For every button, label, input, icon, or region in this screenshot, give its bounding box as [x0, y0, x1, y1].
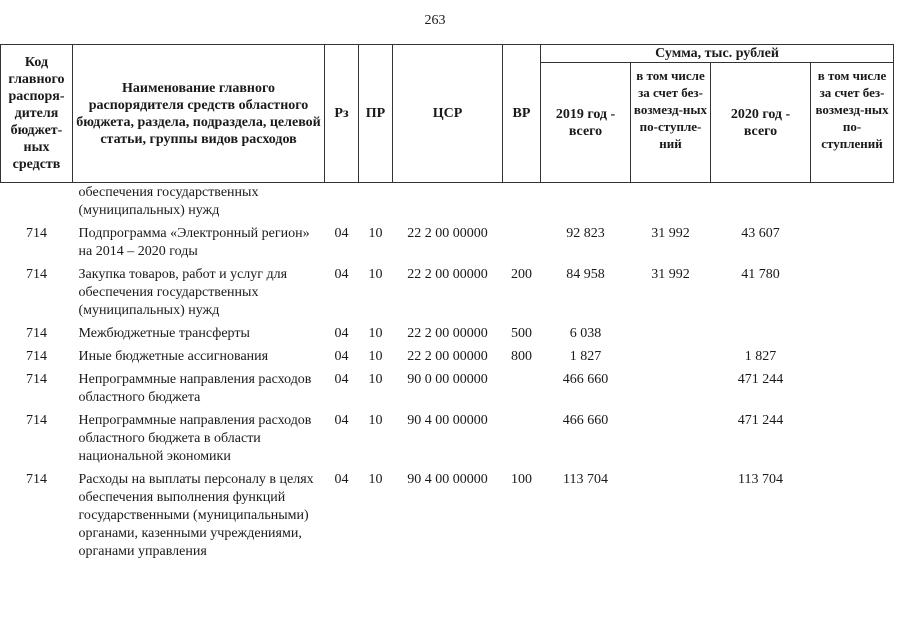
table-row: [1, 470, 894, 565]
row-rz: 04: [334, 226, 349, 241]
row-name: Иные бюджетные ассигнования: [78, 349, 269, 364]
row-csr: 22 2 00 00000: [407, 326, 488, 341]
header-pr: ПР: [359, 45, 393, 183]
row-2020-free: [811, 370, 894, 411]
row-2019-free: 31 992: [651, 267, 690, 282]
row-name: Подпрограмма «Электронный регион» на 2014 – 2020 годы: [78, 226, 310, 259]
row-2019-total: 84 958: [566, 267, 605, 282]
row-2019-free: [631, 347, 711, 370]
table-row: [1, 324, 894, 347]
row-code: 714: [26, 472, 47, 487]
row-pr: 10: [368, 267, 383, 282]
row-csr: 90 4 00 00000: [407, 472, 488, 487]
row-code: 714: [26, 267, 47, 282]
row-code: 714: [26, 413, 47, 428]
table-body: [1, 183, 894, 566]
row-vr: [503, 370, 541, 411]
row-2020-total: 41 780: [741, 267, 780, 282]
row-vr: [503, 224, 541, 265]
row-csr: 22 2 00 00000: [407, 267, 488, 282]
page-number: 263: [424, 13, 446, 28]
header-2019-total: 2019 год - всего: [541, 63, 631, 183]
row-rz: 04: [334, 472, 349, 487]
row-vr: 100: [511, 472, 532, 487]
row-name: Непрограммные направления расходов областного бюджета в области национальной экономики: [78, 413, 312, 464]
row-2019-total: 466 660: [562, 413, 609, 428]
row-name: Закупка товаров, работ и услуг для обеспечения государственных (муниципальных) нужд: [78, 267, 288, 318]
row-2020-total: [711, 324, 811, 347]
row-2020-total: 43 607: [741, 226, 780, 241]
row-2019-free: 31 992: [651, 226, 690, 241]
row-2020-total: 113 704: [738, 472, 783, 487]
row-2020-free: [811, 411, 894, 470]
row-2020-free: [811, 470, 894, 565]
header-csr: ЦСР: [393, 45, 503, 183]
row-csr: 22 2 00 00000: [407, 226, 488, 241]
row-2020-total: 471 244: [737, 413, 784, 428]
budget-table: [0, 44, 894, 565]
table-row: [1, 370, 894, 411]
header-rz: Рз: [325, 45, 359, 183]
row-pr: 10: [368, 226, 383, 241]
row-vr: [503, 411, 541, 470]
table-row: [1, 183, 894, 225]
row-csr: 22 2 00 00000: [407, 349, 488, 364]
row-2020-free: [811, 324, 894, 347]
row-2020-total: 1 827: [744, 349, 777, 364]
row-rz: 04: [334, 349, 349, 364]
row-2019-free: [631, 411, 711, 470]
row-name: Межбюджетные трансферты: [78, 326, 250, 341]
row-2019-total: 466 660: [562, 372, 609, 387]
row-pr: 10: [368, 413, 383, 428]
header-2020-total: 2020 год - всего: [711, 63, 811, 183]
row-rz: 04: [334, 326, 349, 341]
table-row: [1, 265, 894, 324]
row-2019-free: [631, 324, 711, 347]
row-name: Расходы на выплаты персоналу в целях обеспечения выполнения функций государственными (муниципальными) органами, казенными учреждениями, органами управления: [78, 472, 314, 559]
row-name: обеспечения государственных (муниципальных) нужд: [78, 185, 259, 218]
row-csr: 90 4 00 00000: [407, 413, 488, 428]
header-name: Наименование главного распорядителя средств областного бюджета, раздела, подраздела, целевой статьи, группы видов расходов: [73, 45, 325, 183]
row-code: 714: [26, 326, 47, 341]
header-sum: Сумма, тыс. рублей: [541, 45, 894, 63]
row-2019-free: [631, 470, 711, 565]
row-name: Непрограммные направления расходов областного бюджета: [78, 372, 312, 405]
table-row: [1, 347, 894, 370]
table-row: [1, 224, 894, 265]
row-vr: 500: [511, 326, 532, 341]
row-code: 714: [26, 372, 47, 387]
header-code: Код главного распоря-дителя бюджет-ных средств: [1, 45, 73, 183]
row-pr: 10: [368, 349, 383, 364]
row-pr: 10: [368, 326, 383, 341]
row-rz: 04: [334, 267, 349, 282]
row-2020-free: [811, 265, 894, 324]
row-2019-total: 1 827: [569, 349, 602, 364]
row-2019-total: 6 038: [569, 326, 602, 341]
row-pr: 10: [368, 472, 383, 487]
row-code: 714: [26, 349, 47, 364]
row-vr: 200: [511, 267, 532, 282]
row-2019-total: 113 704: [563, 472, 608, 487]
row-2020-total: 471 244: [737, 372, 784, 387]
row-vr: 800: [511, 349, 532, 364]
row-2019-total: 92 823: [566, 226, 605, 241]
row-2020-free: [811, 224, 894, 265]
table-row: [1, 411, 894, 470]
table-header: [1, 45, 894, 183]
header-vr: ВР: [503, 45, 541, 183]
row-code: 714: [26, 226, 47, 241]
row-2019-free: [631, 370, 711, 411]
row-rz: 04: [334, 372, 349, 387]
row-pr: 10: [368, 372, 383, 387]
header-2019-free: в том числе за счет без-возмезд-ных по-ступле-ний: [631, 63, 711, 183]
row-csr: 90 0 00 00000: [407, 372, 488, 387]
header-2020-free: в том числе за счет без-возмезд-ных по-ступлений: [811, 63, 894, 183]
row-rz: 04: [334, 413, 349, 428]
row-2020-free: [811, 347, 894, 370]
